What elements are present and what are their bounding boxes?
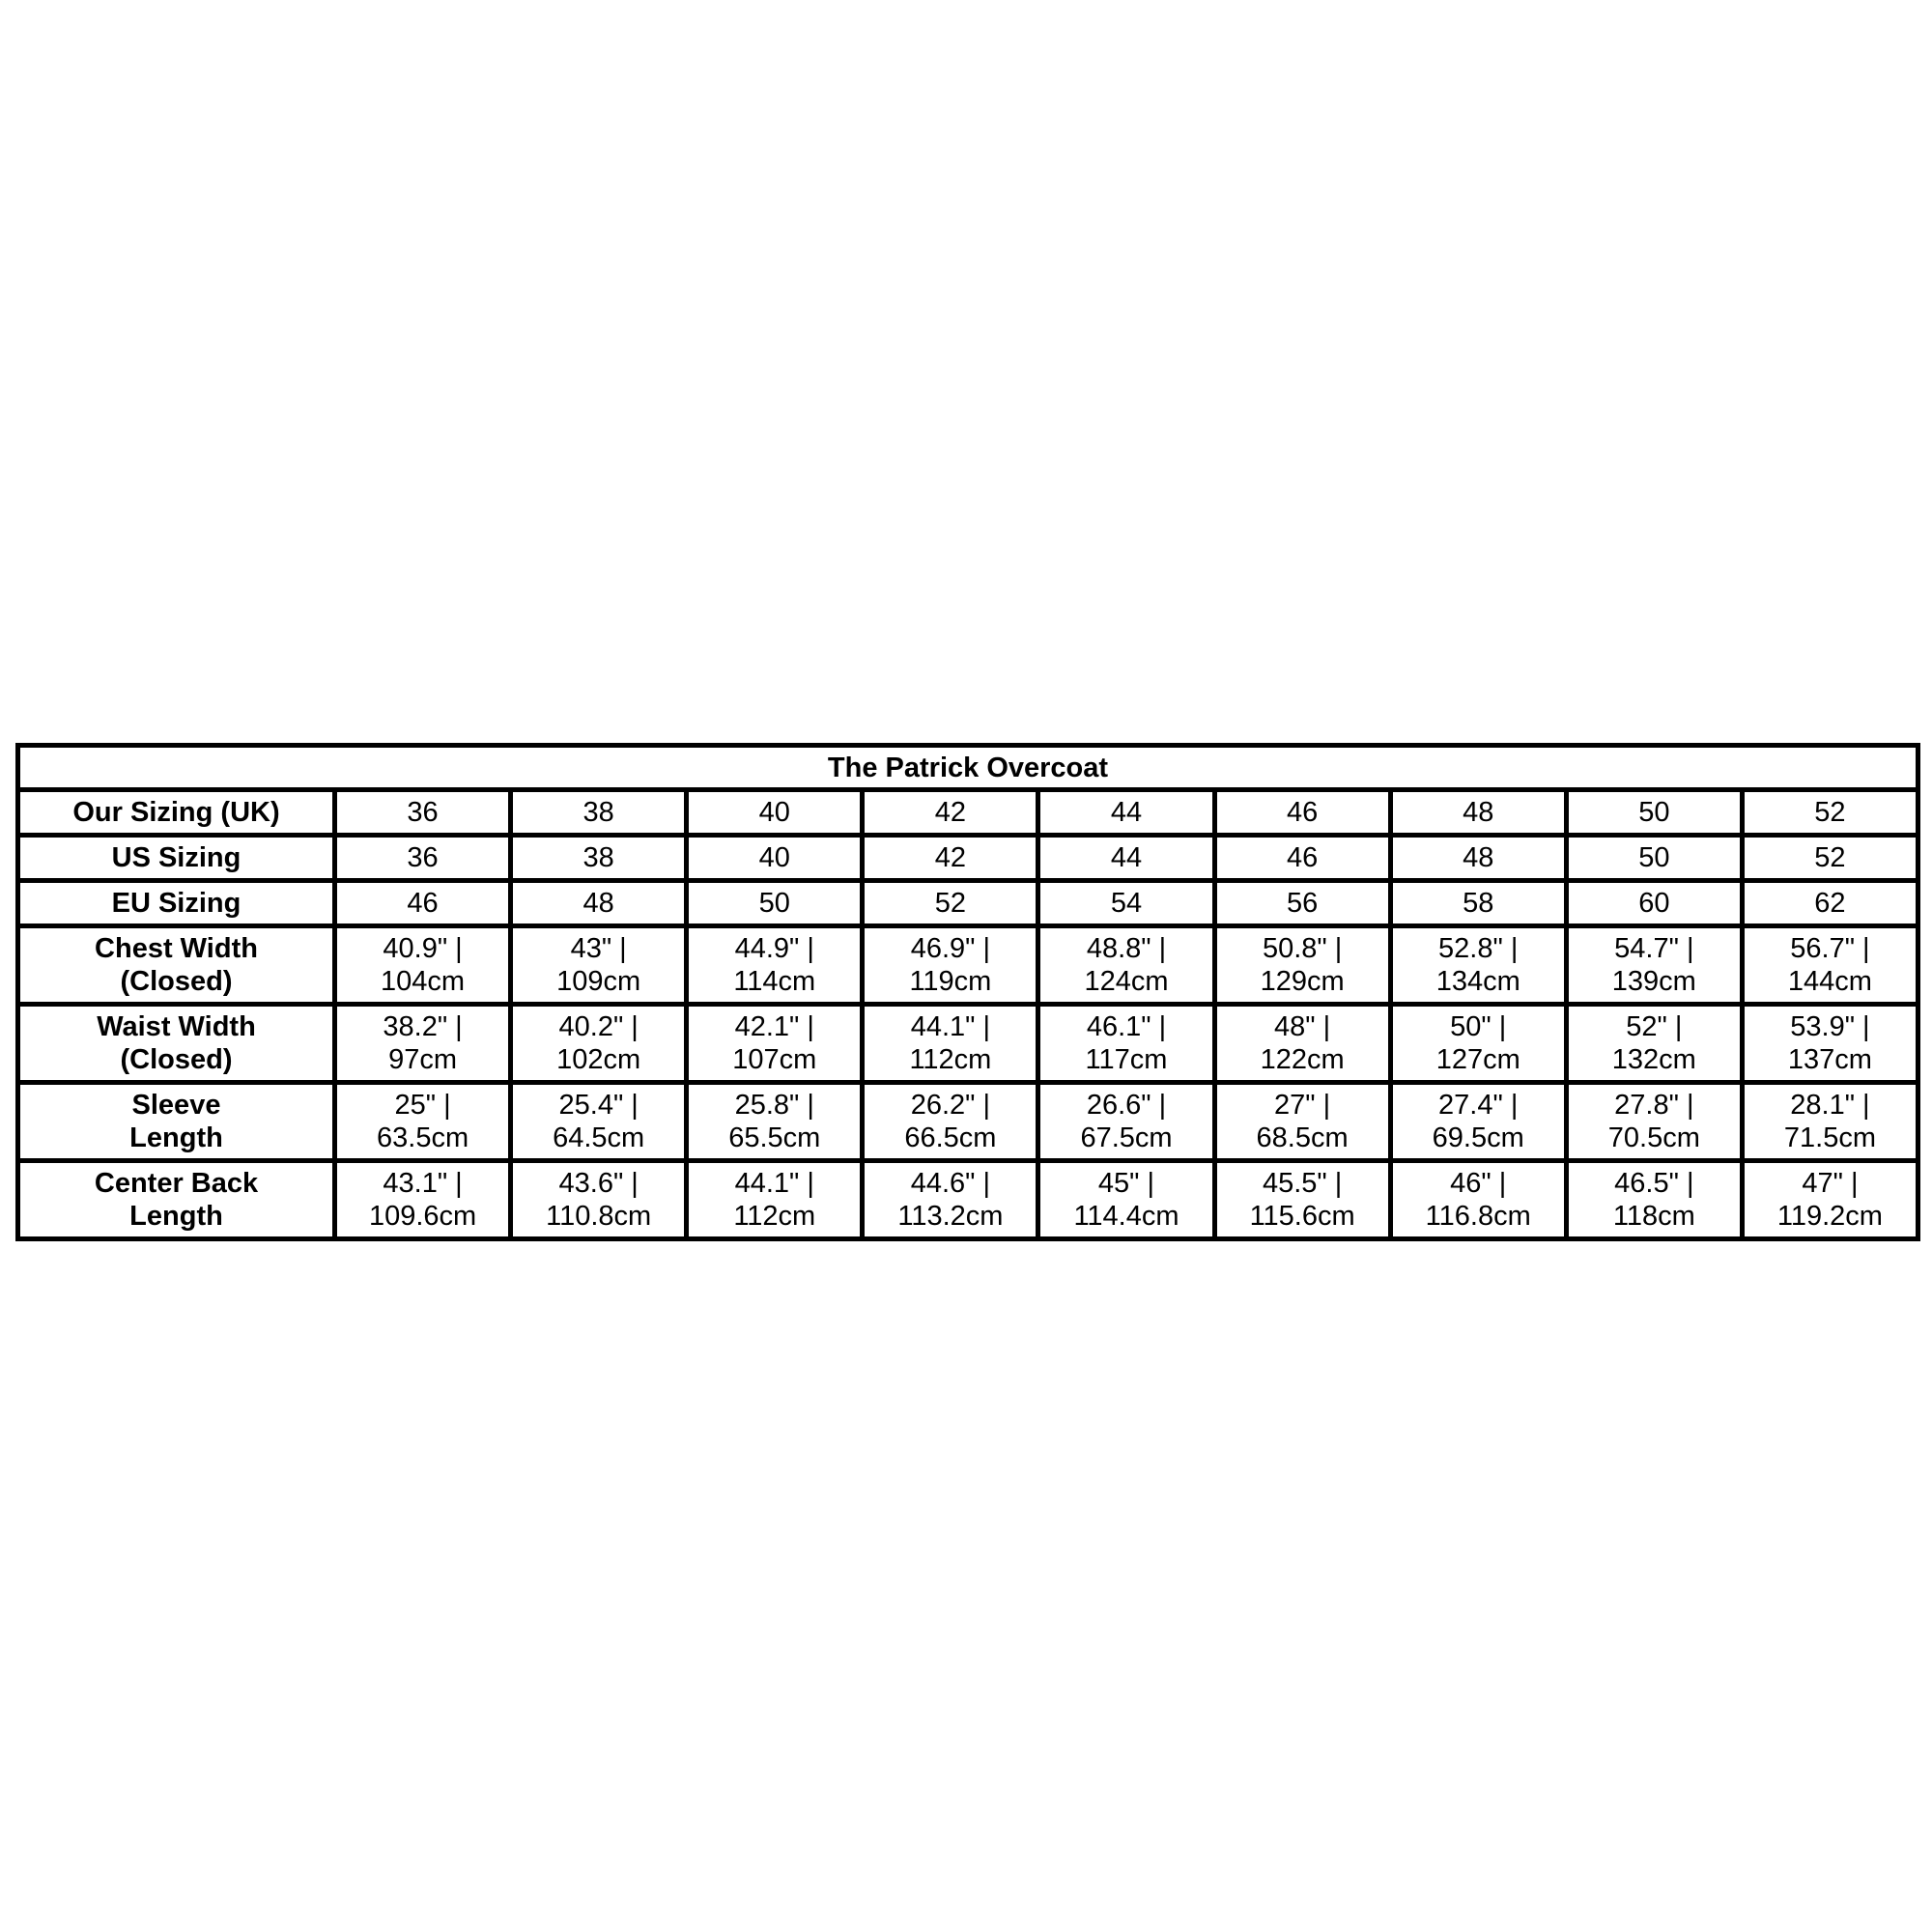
cell-value: 46	[407, 888, 439, 919]
row-label-line: Center Back	[94, 1168, 259, 1199]
cell-value: 52" |	[1626, 1011, 1683, 1042]
cell-value: 116.8cm	[1425, 1201, 1531, 1232]
chart-title: The Patrick Overcoat	[20, 748, 1916, 787]
cell-value: 112cm	[733, 1201, 816, 1232]
cell-value: 70.5cm	[1607, 1122, 1700, 1153]
cell-value: 25.8" |	[734, 1090, 814, 1121]
row-label-line: (Closed)	[120, 1044, 233, 1075]
cell-value: 44.9" |	[734, 933, 814, 964]
size-chart-body	[20, 748, 1916, 1236]
cell-value: 129cm	[1260, 966, 1345, 997]
cell-value: 50	[1638, 842, 1670, 873]
row-label-line: US Sizing	[111, 842, 242, 873]
table-cell	[1393, 928, 1564, 1002]
cell-value: 62	[1814, 888, 1846, 919]
cell-value: 127cm	[1435, 1044, 1520, 1075]
cell-value: 47" |	[1802, 1168, 1859, 1199]
cell-value: 48	[1463, 842, 1494, 873]
table-cell	[513, 928, 684, 1002]
cell-value: 65.5cm	[728, 1122, 821, 1153]
table-cell	[1569, 1163, 1740, 1236]
table-cell	[865, 1085, 1036, 1158]
cell-value: 63.5cm	[377, 1122, 469, 1153]
table-cell	[1569, 838, 1740, 878]
cell-value: 27.8" |	[1614, 1090, 1694, 1121]
table-cell	[689, 883, 860, 923]
table-row-waist-width-closed	[20, 1007, 1916, 1080]
cell-value: 71.5cm	[1783, 1122, 1876, 1153]
row-label-sleeve-length	[20, 1085, 332, 1158]
table-cell	[513, 1085, 684, 1158]
cell-value: 42.1" |	[734, 1011, 814, 1042]
cell-value: 69.5cm	[1432, 1122, 1524, 1153]
cell-value: 26.2" |	[910, 1090, 991, 1121]
cell-value: 132cm	[1611, 1044, 1696, 1075]
cell-value: 113.2cm	[897, 1201, 1004, 1232]
cell-value: 28.1" |	[1790, 1090, 1870, 1121]
cell-value: 52.8" |	[1438, 933, 1519, 964]
row-label-line: EU Sizing	[111, 888, 242, 919]
cell-value: 50.8" |	[1262, 933, 1343, 964]
cell-value: 44	[1110, 842, 1143, 873]
cell-value: 44	[1110, 797, 1143, 828]
cell-value: 66.5cm	[904, 1122, 997, 1153]
cell-value: 56.7" |	[1790, 933, 1870, 964]
cell-value: 109cm	[556, 966, 641, 997]
table-cell	[1569, 883, 1740, 923]
table-cell	[1393, 1085, 1564, 1158]
table-cell	[1745, 928, 1916, 1002]
cell-value: 58	[1463, 888, 1494, 919]
table-cell	[865, 1007, 1036, 1080]
cell-value: 68.5cm	[1256, 1122, 1349, 1153]
cell-value: 40.2" |	[558, 1011, 639, 1042]
table-cell	[689, 838, 860, 878]
row-label-line: Our Sizing (UK)	[72, 797, 280, 828]
row-label-line: Sleeve	[131, 1090, 221, 1121]
table-cell	[1745, 1163, 1916, 1236]
table-cell	[1217, 792, 1388, 833]
table-cell	[1217, 928, 1388, 1002]
table-cell	[1217, 883, 1388, 923]
cell-value: 118cm	[1612, 1201, 1695, 1232]
cell-value: 43.1" |	[383, 1168, 463, 1199]
table-cell	[337, 1007, 508, 1080]
table-cell	[1393, 1007, 1564, 1080]
cell-value: 54	[1110, 888, 1143, 919]
cell-value: 64.5cm	[553, 1122, 645, 1153]
cell-value: 38	[582, 797, 614, 828]
table-cell	[689, 1085, 860, 1158]
cell-value: 114.4cm	[1073, 1201, 1179, 1232]
table-cell	[513, 883, 684, 923]
row-label-line: Chest Width	[95, 933, 258, 964]
table-cell	[337, 1163, 508, 1236]
row-label-line: (Closed)	[120, 966, 233, 997]
table-cell	[1745, 1085, 1916, 1158]
cell-value: 119cm	[909, 966, 992, 997]
cell-value: 26.6" |	[1086, 1090, 1167, 1121]
cell-value: 43.6" |	[558, 1168, 639, 1199]
cell-value: 42	[934, 797, 967, 828]
cell-value: 45.5" |	[1262, 1168, 1343, 1199]
table-cell	[1745, 838, 1916, 878]
cell-value: 109.6cm	[368, 1201, 477, 1232]
cell-value: 43" |	[570, 933, 627, 964]
table-cell	[1745, 1007, 1916, 1080]
cell-value: 27" |	[1274, 1090, 1331, 1121]
table-cell	[1393, 838, 1564, 878]
cell-value: 110.8cm	[546, 1201, 652, 1232]
cell-value: 104cm	[381, 966, 466, 997]
table-cell	[337, 1085, 508, 1158]
title-row	[20, 748, 1916, 787]
table-cell	[689, 928, 860, 1002]
table-cell	[1569, 1007, 1740, 1080]
cell-value: 52	[1814, 842, 1846, 873]
table-cell	[1569, 792, 1740, 833]
table-cell	[689, 1007, 860, 1080]
cell-value: 46.9" |	[910, 933, 991, 964]
table-row-us-sizing	[20, 838, 1916, 878]
table-cell	[865, 838, 1036, 878]
cell-value: 52	[934, 888, 967, 919]
table-cell	[689, 792, 860, 833]
cell-value: 50	[1638, 797, 1670, 828]
table-row-chest-width-closed	[20, 928, 1916, 1002]
cell-value: 46.1" |	[1086, 1011, 1167, 1042]
table-cell	[1393, 883, 1564, 923]
table-cell	[1040, 1163, 1211, 1236]
table-cell	[513, 1007, 684, 1080]
cell-value: 45" |	[1097, 1168, 1155, 1199]
cell-value: 25.4" |	[558, 1090, 639, 1121]
cell-value: 42	[934, 842, 967, 873]
cell-value: 53.9" |	[1790, 1011, 1870, 1042]
table-cell	[865, 883, 1036, 923]
cell-value: 97cm	[388, 1044, 458, 1075]
cell-value: 46	[1286, 797, 1319, 828]
table-cell	[1393, 792, 1564, 833]
cell-value: 122cm	[1260, 1044, 1345, 1075]
cell-value: 44.1" |	[910, 1011, 991, 1042]
table-row-sleeve-length	[20, 1085, 1916, 1158]
row-label-line: Length	[129, 1201, 223, 1232]
cell-value: 134cm	[1435, 966, 1520, 997]
table-cell	[1217, 1007, 1388, 1080]
row-label-line: Length	[129, 1122, 223, 1153]
table-cell	[513, 838, 684, 878]
cell-value: 115.6cm	[1249, 1201, 1355, 1232]
cell-value: 44.6" |	[910, 1168, 991, 1199]
cell-value: 50" |	[1450, 1011, 1507, 1042]
table-row-our-sizing-uk	[20, 792, 1916, 833]
table-cell	[337, 928, 508, 1002]
row-label-center-back-length	[20, 1163, 332, 1236]
cell-value: 40	[758, 842, 790, 873]
row-label-chest-width-closed	[20, 928, 332, 1002]
table-cell	[513, 792, 684, 833]
row-label-line: Waist Width	[97, 1011, 256, 1042]
row-label-eu-sizing	[20, 883, 332, 923]
cell-value: 144cm	[1787, 966, 1872, 997]
cell-value: 36	[407, 797, 439, 828]
table-cell	[1040, 883, 1211, 923]
cell-value: 67.5cm	[1080, 1122, 1173, 1153]
table-cell	[1745, 792, 1916, 833]
cell-value: 48" |	[1274, 1011, 1331, 1042]
row-label-waist-width-closed	[20, 1007, 332, 1080]
cell-value: 139cm	[1611, 966, 1696, 997]
table-cell	[1217, 1163, 1388, 1236]
cell-value: 124cm	[1084, 966, 1169, 997]
table-cell	[1040, 792, 1211, 833]
cell-value: 48	[582, 888, 614, 919]
cell-value: 107cm	[732, 1044, 817, 1075]
table-cell	[513, 1163, 684, 1236]
cell-value: 117cm	[1085, 1044, 1168, 1075]
table-cell	[337, 883, 508, 923]
table-cell	[865, 928, 1036, 1002]
cell-value: 40.9" |	[383, 933, 463, 964]
cell-value: 38	[582, 842, 614, 873]
cell-value: 46" |	[1450, 1168, 1507, 1199]
table-cell	[1217, 1085, 1388, 1158]
cell-value: 46	[1286, 842, 1319, 873]
cell-value: 46.5" |	[1614, 1168, 1694, 1199]
cell-value: 137cm	[1787, 1044, 1872, 1075]
table-cell	[337, 792, 508, 833]
table-cell	[1393, 1163, 1564, 1236]
table-cell	[1569, 928, 1740, 1002]
cell-value: 119.2cm	[1776, 1201, 1883, 1232]
table-cell	[689, 1163, 860, 1236]
table-cell	[865, 792, 1036, 833]
cell-value: 102cm	[556, 1044, 641, 1075]
row-label-us-sizing	[20, 838, 332, 878]
cell-value: 56	[1286, 888, 1319, 919]
table-cell	[1040, 1007, 1211, 1080]
row-label-our-sizing-uk	[20, 792, 332, 833]
cell-value: 50	[758, 888, 790, 919]
table-cell	[1217, 838, 1388, 878]
cell-value: 36	[407, 842, 439, 873]
cell-value: 52	[1814, 797, 1846, 828]
table-cell	[1040, 1085, 1211, 1158]
table-cell	[1569, 1085, 1740, 1158]
table-cell	[1745, 883, 1916, 923]
cell-value: 38.2" |	[383, 1011, 463, 1042]
table-cell	[865, 1163, 1036, 1236]
table-cell	[1040, 928, 1211, 1002]
cell-value: 27.4" |	[1438, 1090, 1519, 1121]
cell-value: 114cm	[733, 966, 816, 997]
size-chart-table	[15, 743, 1920, 1241]
cell-value: 54.7" |	[1614, 933, 1694, 964]
cell-value: 40	[758, 797, 790, 828]
table-row-eu-sizing	[20, 883, 1916, 923]
table-row-center-back-length	[20, 1163, 1916, 1236]
cell-value: 112cm	[909, 1044, 992, 1075]
cell-value: 60	[1638, 888, 1670, 919]
table-cell	[337, 838, 508, 878]
cell-value: 25" |	[394, 1090, 451, 1121]
cell-value: 44.1" |	[734, 1168, 814, 1199]
table-cell	[1040, 838, 1211, 878]
cell-value: 48.8" |	[1086, 933, 1167, 964]
cell-value: 48	[1463, 797, 1494, 828]
